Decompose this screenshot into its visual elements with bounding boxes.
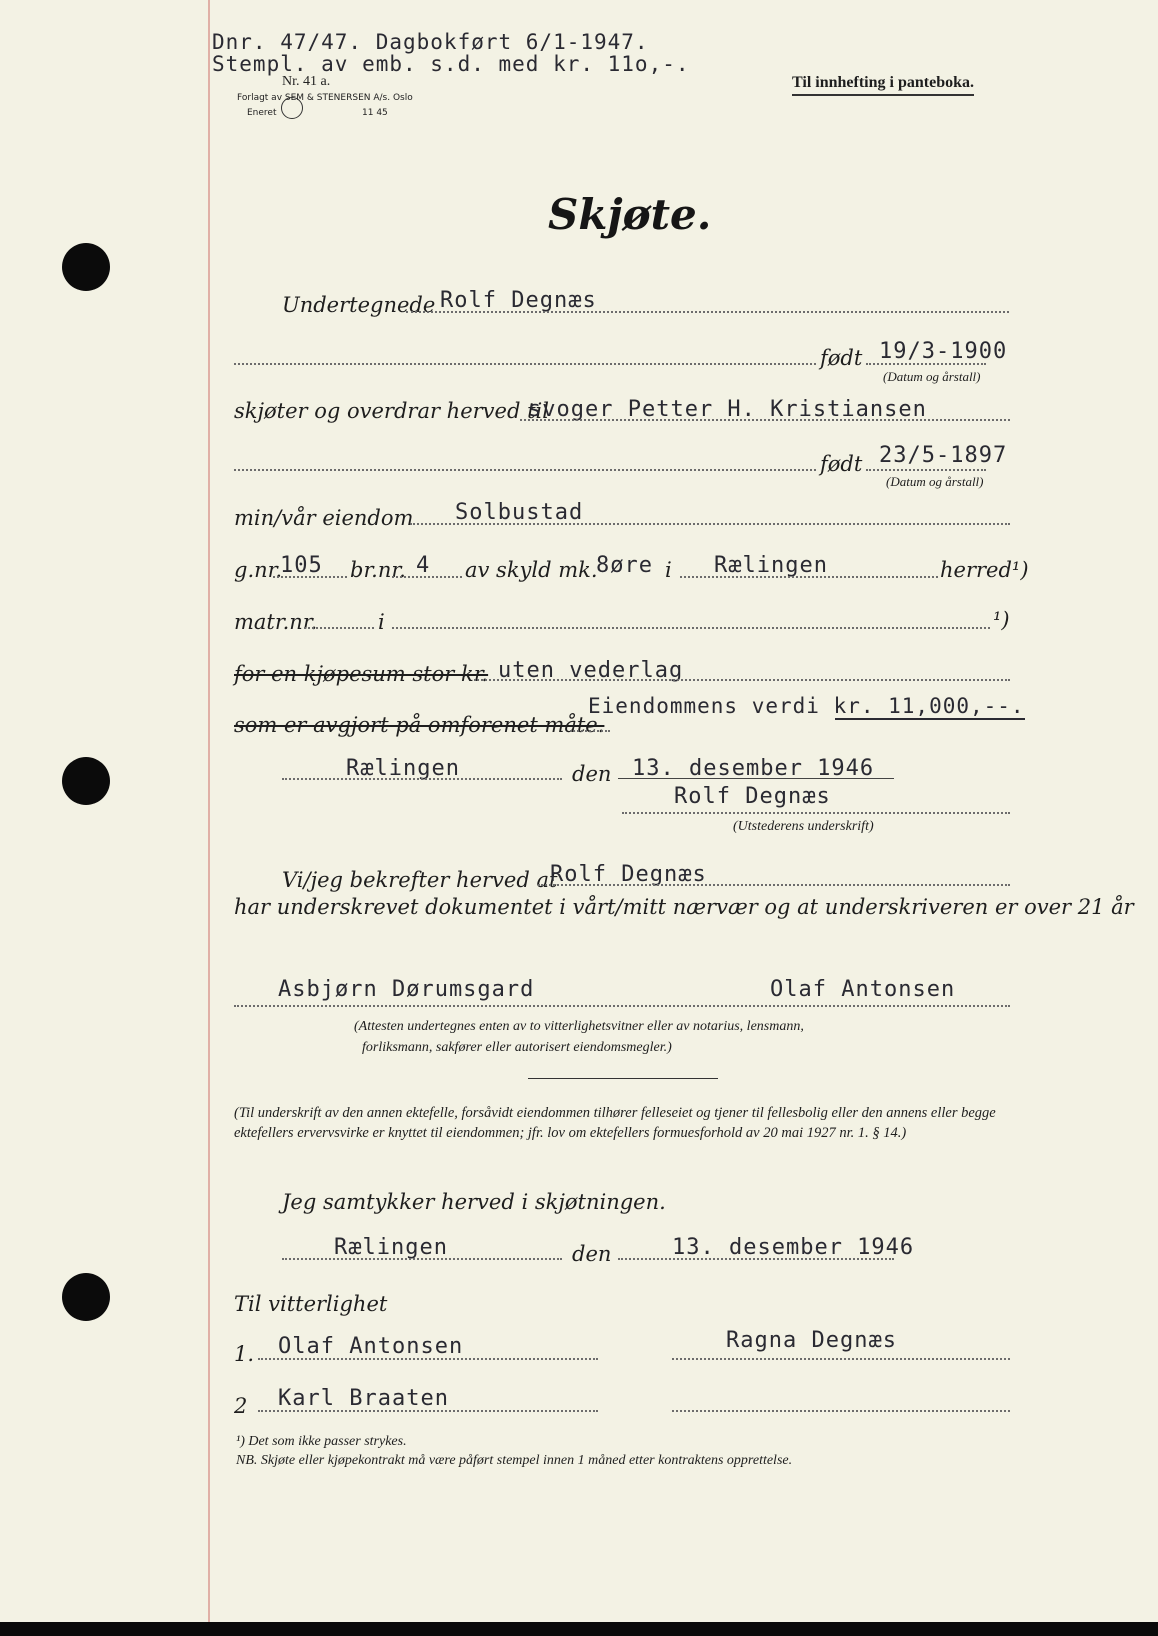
spouse-note: (Til underskrift av den annen ektefelle, forsåvidt eiendommen tilhører felleseiet og tjener til fellesbolig eller den annens eller begge ektefellers ervervsvirke er knyttet til eiendommen; jfr. lov om ektefellers formuesforhold av 20 mai 1927 nr. 1. § 14.): [234, 1105, 996, 1141]
brnr-label: br.nr.: [350, 558, 406, 582]
attest-note-1: (Attesten undertegnes enten av to vitterlighetsvitner eller av notarius, lensmann,: [354, 1019, 804, 1034]
attest-witness-1: Asbjørn Dørumsgard: [278, 977, 535, 1002]
seller-name: Rolf Degnæs: [440, 288, 597, 313]
struck-price-line: som er avgjort på omforenet måte.: [234, 713, 605, 737]
price-value: uten vederlag: [498, 658, 684, 683]
document-title: Skjøte.: [548, 190, 712, 239]
signature-caption: (Utstederens underskrift): [733, 819, 874, 834]
price-line: [570, 730, 610, 732]
skyld-label: av skyld mk.: [465, 558, 598, 582]
herred-line: [680, 576, 938, 578]
transfer-label: skjøter og overdrar herved til: [234, 399, 549, 423]
consent-place: Rælingen: [334, 1235, 448, 1260]
attest-line: [538, 884, 1010, 886]
stamp-line: Stempl. av emb. s.d. med kr. 11o,-.: [212, 52, 690, 76]
witness-2-number: 2: [234, 1394, 248, 1418]
struck-price-label: for en kjøpesum stor kr.: [234, 662, 489, 686]
margin-line: [208, 0, 210, 1622]
born-line: [866, 469, 986, 471]
witness-2-line: [258, 1410, 598, 1412]
signing-place: Rælingen: [346, 756, 460, 781]
den-label: den: [572, 1242, 612, 1266]
attest-label: Vi/jeg bekrefter herved at: [282, 868, 558, 892]
consent-text: Jeg samtykker herved i skjøtningen.: [282, 1190, 666, 1214]
brnr-value: 4: [416, 553, 431, 578]
form-number: Nr. 41 a.: [282, 74, 331, 89]
matr-in: i: [378, 610, 385, 634]
witness-label: Til vitterlighet: [234, 1292, 388, 1316]
attest-witness-2: Olaf Antonsen: [770, 977, 956, 1002]
born-line: [866, 363, 986, 365]
witness-line: [234, 1005, 1010, 1007]
seller-label: Undertegnede: [282, 293, 436, 317]
property-line: [410, 523, 1010, 525]
publisher-logo: [281, 97, 303, 119]
blank-line: [672, 1410, 1010, 1412]
issuer-signature: Rolf Degnæs: [674, 784, 831, 809]
skyld-value: 8øre: [596, 553, 653, 578]
recipient-line: [520, 419, 1010, 421]
witness-2-name: Karl Braaten: [278, 1386, 449, 1411]
gnr-line: [273, 576, 347, 578]
punch-hole: [62, 757, 110, 805]
bottom-edge: [0, 1622, 1158, 1636]
property-value: Eiendommens verdi kr. 11,000,--.: [588, 694, 1025, 718]
matr-end: ¹): [993, 608, 1010, 632]
date-hint: (Datum og årstall): [883, 369, 981, 384]
attested-person: Rolf Degnæs: [550, 862, 707, 887]
blank-line: [234, 363, 816, 365]
registration-line: Dnr. 47/47. Dagbokført 6/1-1947.: [212, 30, 649, 54]
brnr-line: [392, 576, 462, 578]
punch-hole: [62, 243, 110, 291]
signature-line: [622, 812, 1010, 814]
value-underline: [835, 718, 1025, 720]
divider: [528, 1078, 718, 1079]
price-line: [474, 679, 1010, 681]
date-line: [618, 1258, 894, 1260]
herred-label: herred¹): [940, 558, 1029, 582]
punch-hole: [62, 1273, 110, 1321]
consent-date: 13. desember 1946: [672, 1235, 915, 1260]
publisher-line: Forlagt av SEM & STENERSEN A/s. Oslo: [237, 93, 413, 103]
property-name: Solbustad: [455, 500, 584, 525]
attest-note-2: forliksmann, sakfører eller autorisert eiendomsmegler.): [362, 1040, 672, 1055]
place-line: [282, 778, 562, 780]
footnote-2: NB. Skjøte eller kjøpekontrakt må være påført stempel innen 1 måned etter kontraktens opprettelse.: [236, 1453, 793, 1468]
gnr-label: g.nr.: [234, 558, 283, 582]
recipient-born-date: 23/5-1897: [879, 443, 1008, 468]
publisher-eneret: Eneret: [247, 108, 277, 118]
binding-note: Til innhefting i panteboka.: [792, 74, 974, 96]
blank-line: [234, 469, 816, 471]
seller-born-date: 19/3-1900: [879, 339, 1008, 364]
in-label: i: [665, 558, 672, 582]
seller-line: [406, 311, 1009, 313]
publisher-code: 11 45: [362, 108, 388, 118]
attest-text: har underskrevet dokumentet i vårt/mitt nærvær og at underskriveren er over 21 år: [234, 895, 1134, 919]
property-label: min/vår eiendom: [234, 506, 414, 530]
spouse-line: [672, 1358, 1010, 1360]
herred-name: Rælingen: [714, 553, 828, 578]
matr-label: matr.nr.: [234, 610, 318, 634]
den-label: den: [572, 762, 612, 786]
gnr-value: 105: [280, 553, 323, 578]
matr-line: [392, 627, 990, 629]
matr-line: [304, 627, 374, 629]
born-label: født: [820, 452, 863, 476]
witness-1-name: Olaf Antonsen: [278, 1334, 464, 1359]
witness-1-number: 1.: [234, 1342, 255, 1366]
born-label: født: [820, 346, 863, 370]
date-hint: (Datum og årstall): [886, 474, 984, 489]
witness-1-line: [258, 1358, 598, 1360]
date-line: [618, 778, 894, 779]
signing-date: 13. desember 1946: [632, 756, 875, 781]
footnote-1: ¹) Det som ikke passer strykes.: [236, 1434, 407, 1449]
recipient-name: svoger Petter H. Kristiansen: [528, 397, 927, 422]
spouse-signature: Ragna Degnæs: [726, 1328, 897, 1353]
place-line: [282, 1258, 562, 1260]
